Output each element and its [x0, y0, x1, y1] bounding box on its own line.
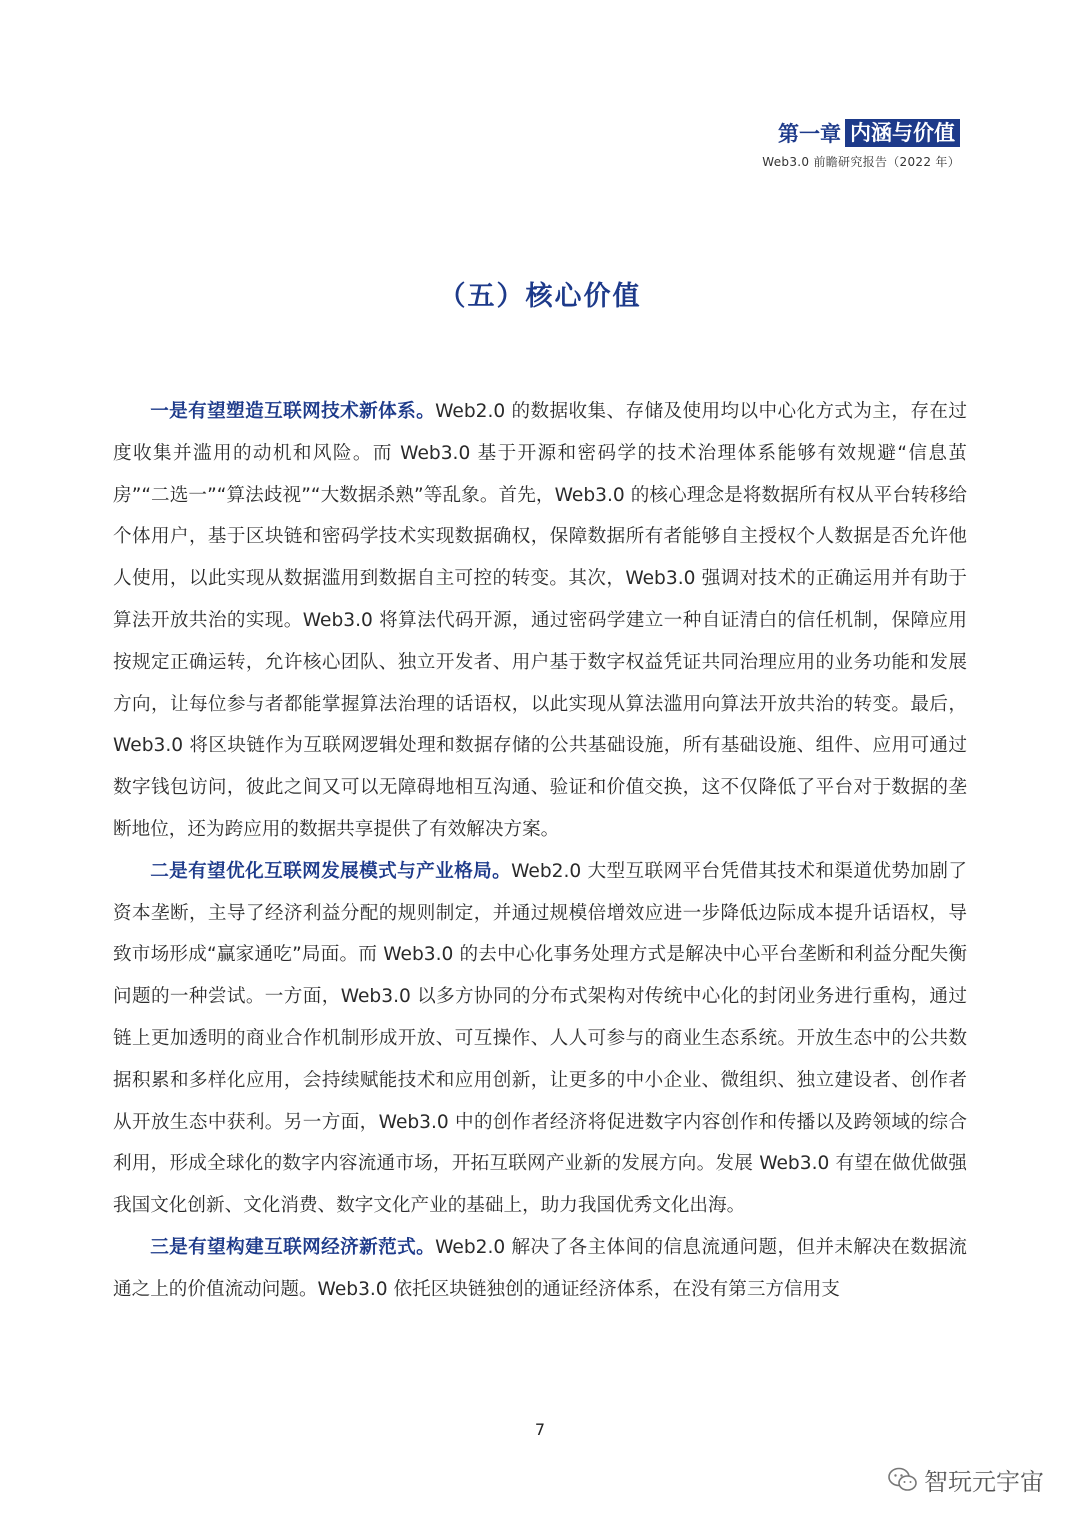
paragraph-lead: 二是有望优化互联网发展模式与产业格局。	[150, 860, 512, 882]
paragraph-lead: 三是有望构建互联网经济新范式。	[150, 1236, 436, 1258]
footer-brand-name: 智玩元宇宙	[924, 1468, 1044, 1496]
page-number: 7	[534, 1420, 546, 1439]
paragraph-text: Web2.0 的数据收集、存储及使用均以中心化方式为主，存在过度收集并滥用的动机和风险。而 Web3.0 基于开源和密码学的技术治理体系能够有效规避“信息茧房”“二选一”“算法歧视”“大数据杀熟”等乱象。首先，Web3.0 的核心理念是将数据所有权从平台转移给个体用户，基于区块链和密码学技术实现数据确权，保障数据所有者能够自主授权个人数据是否允许他人使用，以此实现从数据滥用到数据自主可控的转变。其次，Web3.0 强调对技术的正确运用并有助于算法开放共治的实现。Web3.0 将算法代码开源，通过密码学建立一种自证清白的信任机制，保障应用按规定正确运转，允许核心团队、独立开发者、用户基于数字权益凭证共同治理应用的业务功能和发展方向，让每位参与者都能掌握算法治理的话语权，以此实现从算法滥用向算法开放共治的转变。最后，Web3.0 将区块链作为互联网逻辑处理和数据存储的公共基础设施，所有基础设施、组件、应用可通过数字钱包访问，彼此之间又可以无障碍地相互沟通、验证和价值交换，这不仅降低了平台对于数据的垄断地位，还为跨应用的数据共享提供了有效解决方案。	[113, 401, 967, 840]
body-text	[113, 391, 967, 1311]
paragraph-lead: 一是有望塑造互联网技术新体系。	[150, 401, 436, 422]
page-header	[762, 118, 960, 170]
paragraph-3	[113, 1227, 967, 1311]
chapter-number: 第一章	[778, 122, 841, 146]
report-name: Web3.0 前瞻研究报告（2022 年）	[762, 155, 960, 169]
chapter-line	[762, 118, 960, 148]
paragraph-2	[113, 851, 967, 1227]
footer-brand	[888, 1462, 1044, 1497]
paragraph-text: Web2.0 解决了各主体间的信息流通问题，但并未解决在数据流通之上的价值流动问题。Web3.0 依托区块链独创的通证经济体系，在没有第三方信用支	[113, 1236, 967, 1300]
chapter-name: 内涵与价值	[845, 119, 960, 147]
paragraph-1	[113, 391, 967, 851]
section-title: （五）核心价值	[438, 281, 642, 312]
paragraph-text: Web2.0 大型互联网平台凭借其技术和渠道优势加剧了资本垄断，主导了经济利益分配的规则制定，并通过规模倍增效应进一步降低边际成本提升话语权，导致市场形成“赢家通吃”局面。而 Web3.0 的去中心化事务处理方式是解决中心平台垄断和利益分配失衡问题的一种尝试。一方面，Web3.0 以多方协同的分布式架构对传统中心化的封闭业务进行重构，通过链上更加透明的商业合作机制形成开放、可互操作、人人可参与的商业生态系统。开放生态中的公共数据积累和多样化应用，会持续赋能技术和应用创新，让更多的中小企业、微组织、独立建设者、创作者从开放生态中获利。另一方面，Web3.0 中的创作者经济将促进数字内容创作和传播以及跨领域的综合利用，形成全球化的数字内容流通市场，开拓互联网产业新的发展方向。发展 Web3.0 有望在做优做强我国文化创新、文化消费、数字文化产业的基础上，助力我国优秀文化出海。	[113, 860, 967, 1217]
wechat-icon	[888, 1467, 918, 1493]
